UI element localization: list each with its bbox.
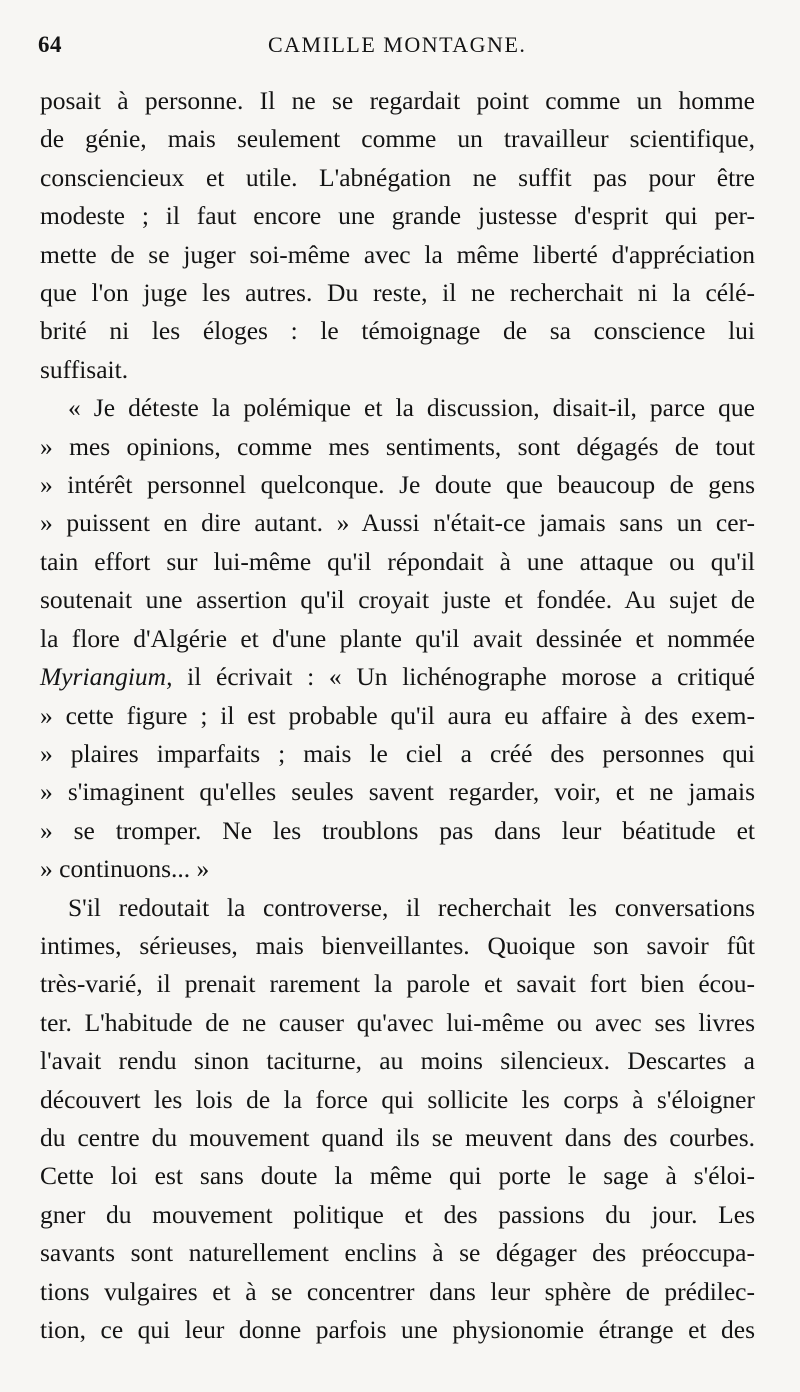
page-number: 64 [38,32,62,57]
text-line: » plaires imparfaits ; mais le ciel a créé des personnes qui [40,738,755,768]
text-line: tain effort sur lui-même qu'il répondait à une attaque ou qu'il [40,546,755,576]
text-line: que l'on juge les autres. Du reste, il ne recherchait ni la célé- [40,278,755,308]
text-line: mette de se juger soi-même avec la même liberté d'appréciation [40,239,755,269]
text-line: suffisait. [40,354,129,384]
text-line: découvert les lois de la force qui sollicite les corps à s'éloigner [40,1084,755,1114]
text-line: » cette figure ; il est probable qu'il aura eu affaire à des exem- [40,700,755,730]
paragraph-1 [40,82,755,389]
paragraph-2 [40,389,755,888]
text-line: » continuons... » [40,854,210,884]
text-line: brité ni les éloges : le témoignage de sa conscience lui [40,316,755,346]
text-line: » se tromper. Ne les troublons pas dans leur béatitude et [40,815,755,845]
text-line: très-varié, il prenait rarement la parole et savait fort bien écou- [40,969,755,999]
text-line-with-italic [40,658,755,696]
running-head: CAMILLE MONTAGNE. [268,32,527,57]
text-line: tion, ce qui leur donne parfois une physionomie étrange et des [40,1315,755,1344]
text-fragment: il écrivait : « Un lichénographe morose a critiqué [172,662,755,692]
text-line: modeste ; il faut encore une grande justesse d'esprit qui per- [40,201,755,231]
text-line: » mes opinions, comme mes sentiments, sont dégagés de tout [40,431,755,461]
text-line: du centre du mouvement quand ils se meuvent dans des courbes. [40,1122,755,1152]
text-line: consciencieux et utile. L'abnégation ne suffit pas pour être [40,162,755,192]
text-line: tions vulgaires et à se concentrer dans leur sphère de prédilec- [40,1276,755,1306]
text-line: Cette loi est sans doute la même qui porte le sage à s'éloi- [40,1161,755,1191]
text-line: S'il redoutait la controverse, il recherchait les conversations [68,892,755,922]
italic-term: Myriangium, [40,662,173,692]
paragraph-3 [40,889,755,1350]
text-line: de génie, mais seulement comme un travailleur scientifique, [40,124,755,154]
text-line: » puissent en dire autant. » Aussi n'était-ce jamais sans un cer- [40,508,755,538]
text-line: intimes, sérieuses, mais bienveillantes. Quoique son savoir fût [40,930,755,960]
text-line: « Je déteste la polémique et la discussion, disait-il, parce que [68,393,755,423]
body-text [40,82,755,1349]
text-line: la flore d'Algérie et d'une plante qu'il avait dessinée et nommée [40,623,755,653]
text-line: posait à personne. Il ne se regardait point comme un homme [40,86,755,115]
text-line: soutenait une assertion qu'il croyait juste et fondée. Au sujet de [40,585,755,615]
text-line: » s'imaginent qu'elles seules savent regarder, voir, et ne jamais [40,777,755,807]
text-line: » intérêt personnel quelconque. Je doute que beaucoup de gens [40,470,755,500]
text-line: ter. L'habitude de ne causer qu'avec lui-même ou avec ses livres [40,1007,755,1037]
text-line: savants sont naturellement enclins à se dégager des préoccupa- [40,1238,755,1268]
page-header [38,32,778,68]
text-line: gner du mouvement politique et des passions du jour. Les [40,1199,755,1229]
text-line: l'avait rendu sinon taciturne, au moins silencieux. Descartes a [40,1046,755,1076]
